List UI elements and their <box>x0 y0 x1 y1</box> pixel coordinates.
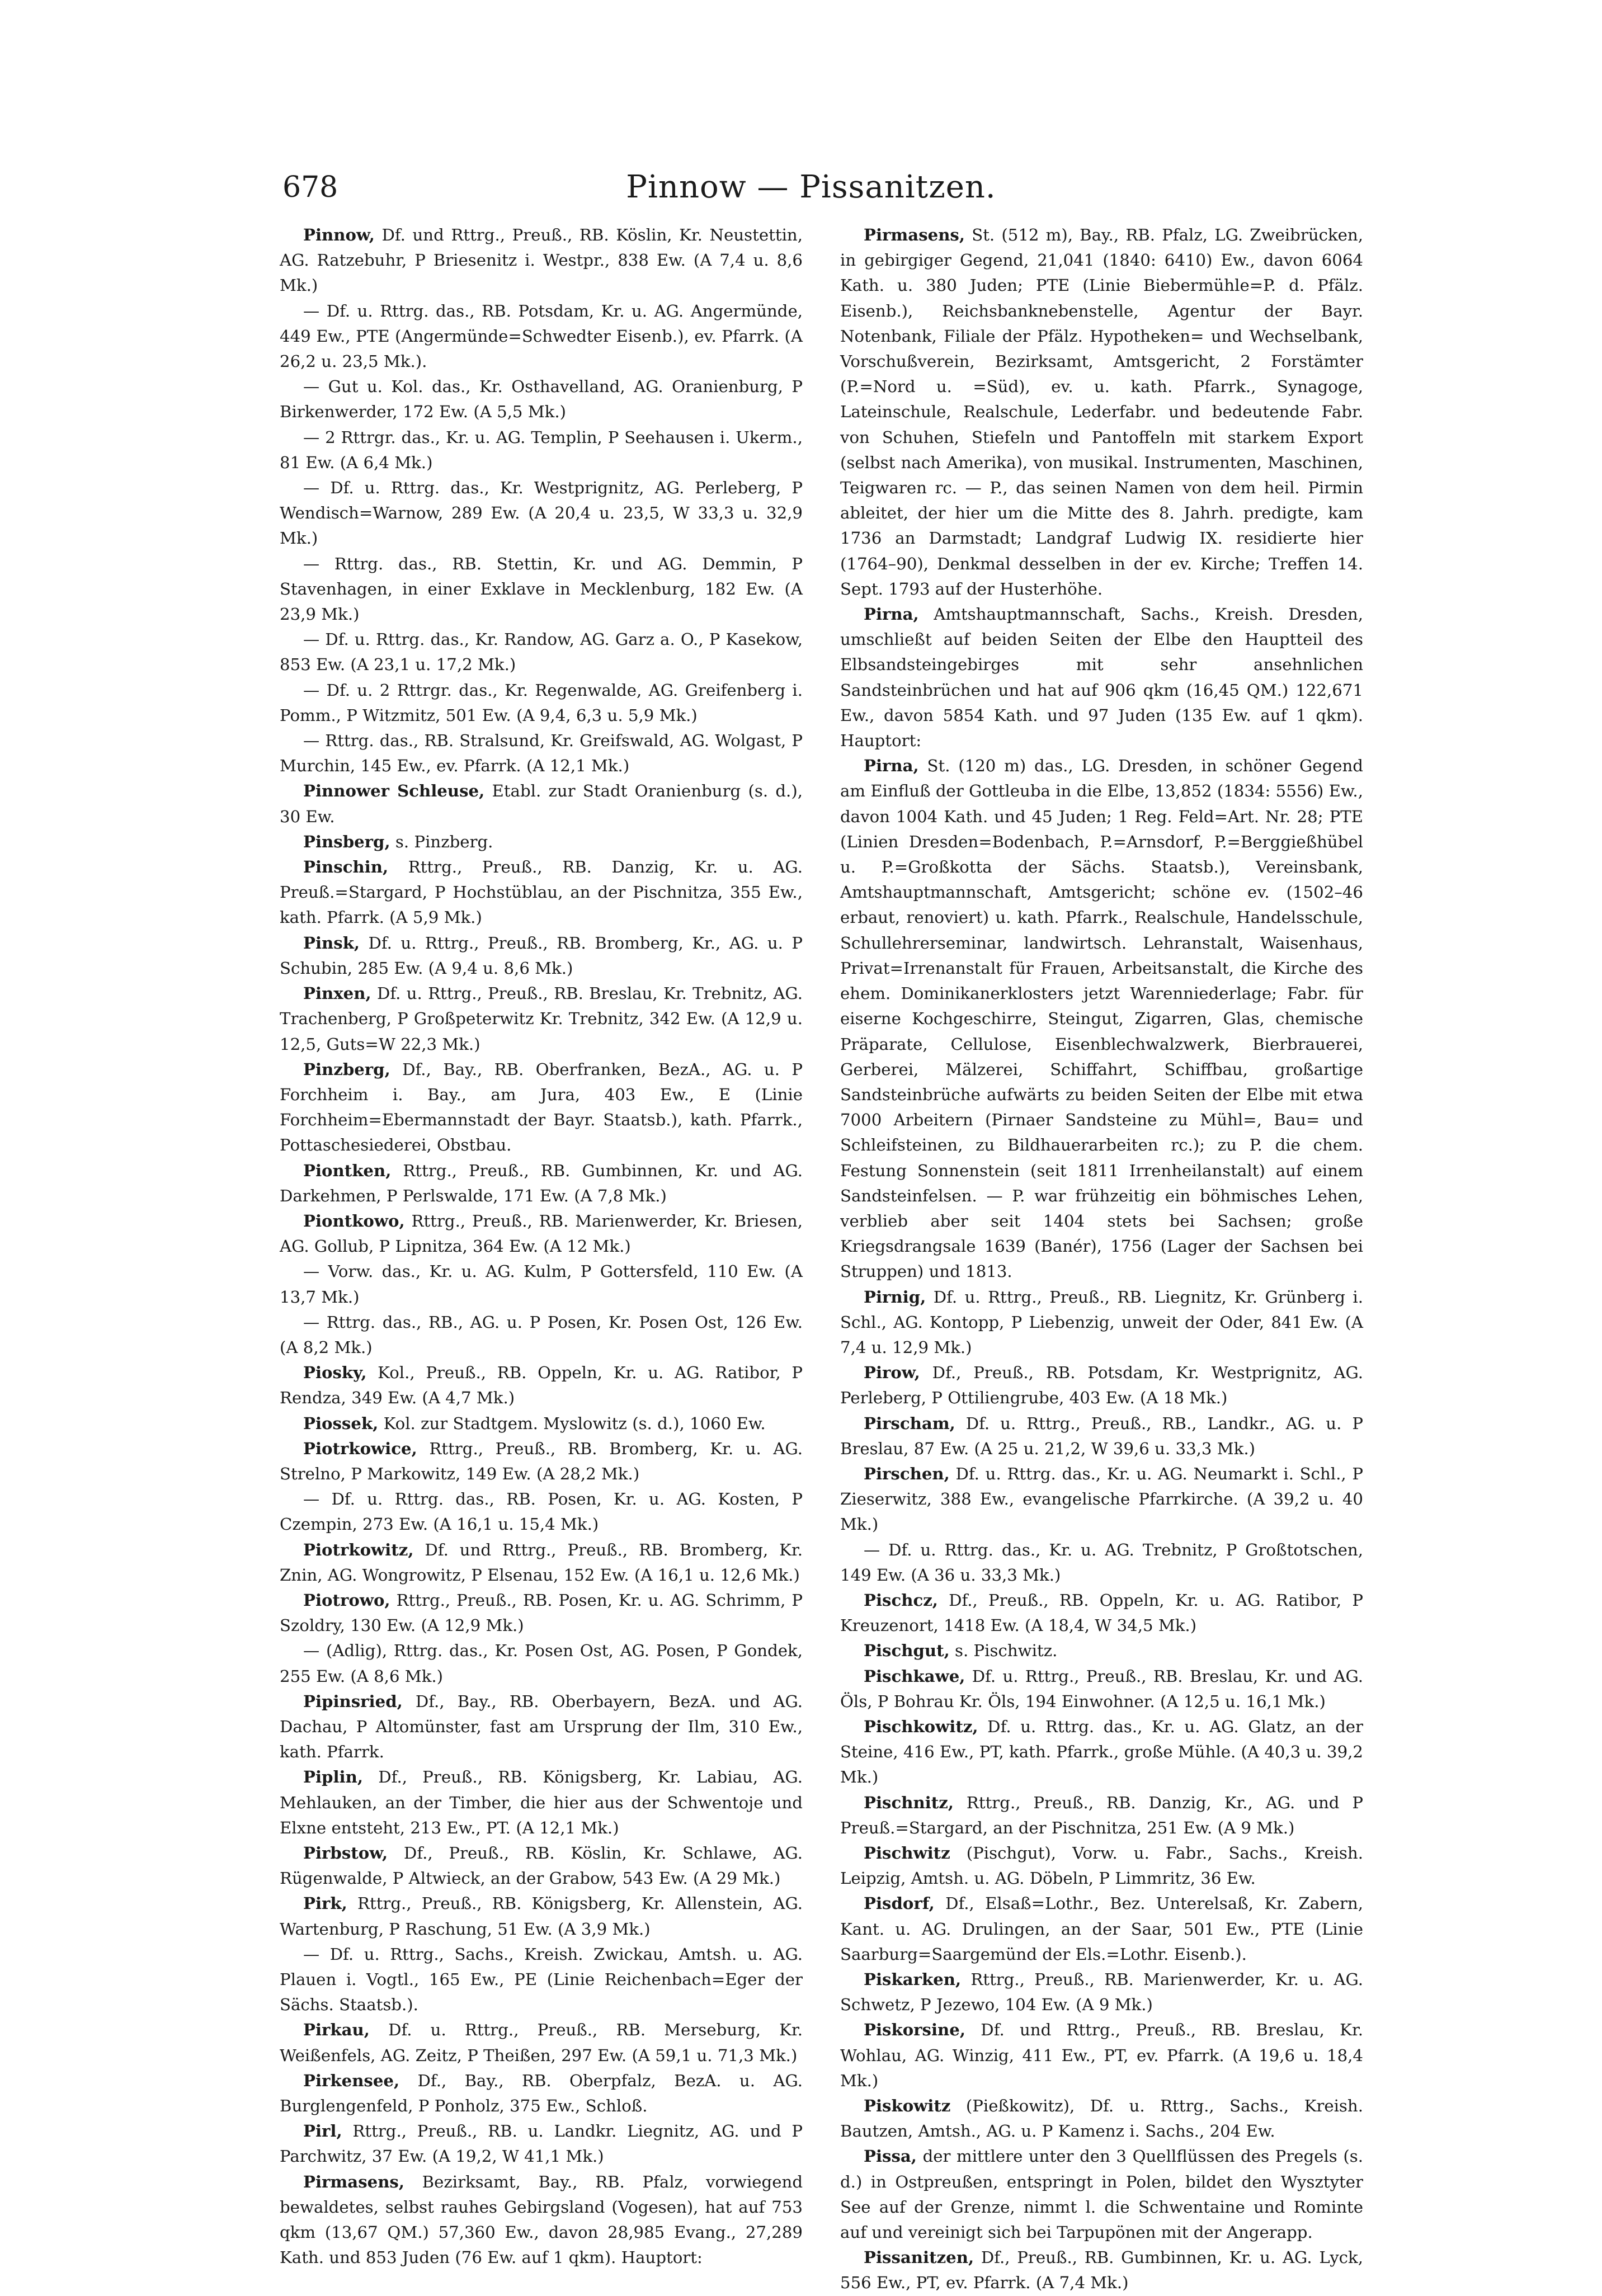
entry-text: — (Adlig), Rttrg. das., Kr. Posen Ost, AG. Posen, P Gondek, 255 Ew. (A 8,6 Mk.) <box>280 1641 803 1686</box>
dictionary-entry <box>840 2017 1363 2094</box>
entry-text: Etabl. zur Stadt Oranienburg (s. d.), 30 Ew. <box>280 781 803 826</box>
entry-text: s. Pinzberg. <box>390 832 493 851</box>
entry-headword: Pinsberg, <box>303 832 390 851</box>
dictionary-subentry <box>280 627 803 677</box>
entry-text: Kol. zur Stadtgem. Myslowitz (s. d.), 1060 Ew. <box>378 1413 766 1433</box>
entry-headword: Pinzberg, <box>303 1059 390 1079</box>
dictionary-entry <box>280 1057 803 1158</box>
dictionary-entry <box>280 1436 803 1487</box>
entry-text: Amtshauptmannschaft, Sachs., Kreish. Dresden, umschließt auf beiden Seiten der Elbe den Hauptteil des Elbsandsteingebirges mit sehr ansehnlichen Sandsteinbrüchen und hat auf 906 qkm (16,45 QM.) 122,671 Ew., davon 5854 Kath. und 97 Juden (135 Ew. auf 1 qkm). Hauptort: <box>840 605 1363 751</box>
entry-text: Df., Preuß., RB. Potsdam, Kr. Westprignitz, AG. Perleberg, P Ottiliengrube, 403 Ew. (A 18 Mk.) <box>840 1363 1363 1408</box>
dictionary-entry <box>840 1411 1363 1461</box>
entry-text: Df. und Rttrg., Preuß., RB. Breslau, Kr. Wohlau, AG. Winzig, 411 Ew., PT, ev. Pfarrk. (A 19,6 u. 18,4 Mk.) <box>840 2020 1363 2090</box>
running-title: Pinnow — Pissanitzen. <box>626 169 996 205</box>
entry-headword: Piotrkowitz, <box>303 1540 414 1559</box>
dictionary-subentry <box>840 1538 1363 1588</box>
entry-text: (Pischgut), Vorw. u. Fabr., Sachs., Kreish. Leipzig, Amtsh. u. AG. Döbeln, P Limmritz, 36 Ew. <box>840 1844 1363 1888</box>
entry-headword: Pirmasens, <box>303 2172 405 2191</box>
dictionary-subentry <box>280 1310 803 1360</box>
entry-text: Df. u. Rttrg., Preuß., RB. Breslau, Kr. und AG. Öls, P Bohrau Kr. Öls, 194 Einwohner. (A 12,5 u. 16,1 Mk.) <box>840 1666 1363 1711</box>
dictionary-entry <box>840 2094 1363 2144</box>
entry-headword: Pirscham, <box>864 1413 955 1433</box>
dictionary-entry <box>280 1891 803 1941</box>
entry-headword: Pischkawe, <box>864 1666 965 1686</box>
dictionary-subentry <box>280 475 803 551</box>
entry-text: Df., Preuß., RB. Oppeln, Kr. u. AG. Ratibor, P Kreuzenort, 1418 Ew. (A 18,4, W 34,5 Mk.) <box>840 1590 1363 1635</box>
entry-text: Df., Bay., RB. Oberfranken, BezA., AG. u. P Forchheim i. Bay., am Jura, 403 Ew., E (Linie Forchheim=Ebermannstadt der Bayr. Staatsb.), kath. Pfarrk., Pottaschesiederei, Obstbau. <box>280 1059 803 1155</box>
dictionary-entry <box>840 1664 1363 1714</box>
entry-headword: Pinnower Schleuse, <box>303 781 485 801</box>
entry-text: Rttrg., Preuß., RB. Bromberg, Kr. u. AG. Strelno, P Markowitz, 149 Ew. (A 28,2 Mk.) <box>280 1439 803 1483</box>
entry-headword: Pischkowitz, <box>864 1717 978 1736</box>
dictionary-entry <box>280 1411 803 1436</box>
dictionary-subentry <box>280 374 803 425</box>
entry-text: Df. und Rttrg., Preuß., RB. Köslin, Kr. Neustettin, AG. Ratzebuhr, P Briesenitz i. Westpr., 838 Ew. (A 7,4 u. 8,6 Mk.) <box>280 225 803 295</box>
dictionary-entry <box>280 1209 803 1259</box>
entry-text: Df., Preuß., RB. Königsberg, Kr. Labiau, AG. Mehlauken, an der Timber, die hier aus der Schwentoje und Elxne entsteht, 213 Ew., PT. (A 12,1 Mk.) <box>280 1767 803 1837</box>
entry-text: s. Pischwitz. <box>949 1641 1058 1661</box>
entry-headword: Pischwitz <box>864 1844 950 1863</box>
entry-text: Df. u. Rttrg. das., Kr. u. AG. Neumarkt i. Schl., P Zieserwitz, 388 Ew., evangelische Pfarrkirche. (A 39,2 u. 40 Mk.) <box>840 1464 1363 1534</box>
entry-text: Df., Preuß., RB. Köslin, Kr. Schlawe, AG. Rügenwalde, P Altwieck, an der Grabow, 543 Ew. (A 29 Mk.) <box>280 1844 803 1888</box>
page-number: 678 <box>282 171 338 204</box>
entry-text: Df. u. Rttrg., Preuß., RB. Bromberg, Kr., AG. u. P Schubin, 285 Ew. (A 9,4 u. 8,6 Mk.) <box>280 933 803 978</box>
entry-text: — Df. u. Rttrg. das., Kr. Westprignitz, AG. Perleberg, P Wendisch=Warnow, 289 Ew. (A 20,4 u. 23,5, W 33,3 u. 32,9 Mk.) <box>280 478 803 548</box>
entry-headword: Piotrkowice, <box>303 1439 417 1458</box>
entry-text: — Vorw. das., Kr. u. AG. Kulm, P Gottersfeld, 110 Ew. (A 13,7 Mk.) <box>280 1262 803 1307</box>
dictionary-entry <box>280 2119 803 2169</box>
entry-headword: Pinxen, <box>303 984 371 1003</box>
entry-headword: Piskorsine, <box>864 2020 966 2040</box>
entry-text: Df. u. Rttrg. das., Kr. u. AG. Glatz, an der Steine, 416 Ew., PT, kath. Pfarrk., große Mühle. (A 40,3 u. 39,2 Mk.) <box>840 1717 1363 1787</box>
entry-headword: Piossek, <box>303 1413 379 1433</box>
entry-headword: Piskarken, <box>864 1970 962 1989</box>
entry-headword: Pirl, <box>303 2121 342 2141</box>
left-column <box>280 223 803 2267</box>
entry-headword: Pirmasens, <box>864 225 965 244</box>
dictionary-entry <box>280 2068 803 2119</box>
entry-headword: Piontken, <box>303 1161 392 1180</box>
entry-text: — Df. u. Rttrg. das., Kr. u. AG. Trebnitz, P Großtotschen, 149 Ew. (A 36 u. 33,3 Mk.) <box>840 1540 1363 1585</box>
entry-text: Df. u. Rttrg., Preuß., RB., Landkr., AG. u. P Breslau, 87 Ew. (A 25 u. 21,2, W 39,6 u. 33,3 Mk.) <box>840 1413 1363 1458</box>
dictionary-subentry <box>280 678 803 728</box>
entry-headword: Pischnitz, <box>864 1793 954 1812</box>
entry-headword: Pischcz, <box>864 1590 938 1610</box>
entry-headword: Pisdorf, <box>864 1894 935 1913</box>
dictionary-entry <box>280 829 803 855</box>
dictionary-entry <box>280 1588 803 1638</box>
dictionary-entry <box>840 1790 1363 1841</box>
entry-headword: Piplin, <box>303 1767 364 1787</box>
dictionary-subentry <box>280 1638 803 1689</box>
entry-text: — Df. u. Rttrg. das., RB. Posen, Kr. u. AG. Kosten, P Czempin, 273 Ew. (A 16,1 u. 15,4 Mk.) <box>280 1489 803 1534</box>
entry-headword: Pissa, <box>864 2147 917 2166</box>
entry-text: Df., Preuß., RB. Gumbinnen, Kr. u. AG. Lyck, 556 Ew., PT, ev. Pfarrk. (A 7,4 Mk.) <box>840 2248 1363 2293</box>
entry-text: — 2 Rttrgr. das., Kr. u. AG. Templin, P Seehausen i. Ukerm., 81 Ew. (A 6,4 Mk.) <box>280 427 803 472</box>
dictionary-entry <box>280 2170 803 2271</box>
dictionary-entry <box>840 1588 1363 1638</box>
entry-text: Rttrg., Preuß., RB. Marienwerder, Kr. u. AG. Schwetz, P Jezewo, 104 Ew. (A 9 Mk.) <box>840 1970 1363 2015</box>
dictionary-entry <box>840 2144 1363 2245</box>
entry-headword: Pinschin, <box>303 857 389 877</box>
dictionary-entry <box>840 1285 1363 1361</box>
dictionary-entry <box>280 855 803 931</box>
dictionary-entry <box>840 223 1363 602</box>
dictionary-subentry <box>280 728 803 779</box>
entry-text: — Rttrg. das., RB. Stralsund, Kr. Greifswald, AG. Wolgast, P Murchin, 145 Ew., ev. Pfarrk. (A 12,1 Mk.) <box>280 731 803 776</box>
entry-text: Df. u. Rttrg., Preuß., RB. Merseburg, Kr. Weißenfels, AG. Zeitz, P Theißen, 297 Ew. (A 59,1 u. 71,3 Mk.) <box>280 2020 803 2065</box>
entry-text: Rttrg., Preuß., RB. Marienwerder, Kr. Briesen, AG. Gollub, P Lipnitza, 364 Ew. (A 12 Mk.) <box>280 1211 803 1256</box>
dictionary-entry <box>840 1461 1363 1538</box>
entry-text: Rttrg., Preuß., RB. Gumbinnen, Kr. und AG. Darkehmen, P Perlswalde, 171 Ew. (A 7,8 Mk.) <box>280 1161 803 1205</box>
entry-text: (Pießkowitz), Df. u. Rttrg., Sachs., Kreish. Bautzen, Amtsh., AG. u. P Kamenz i. Sachs., 204 Ew. <box>840 2096 1363 2141</box>
entry-headword: Pinsk, <box>303 933 360 953</box>
entry-text: — Df. u. Rttrg. das., Kr. Randow, AG. Garz a. O., P Kasekow, 853 Ew. (A 23,1 u. 17,2 Mk.) <box>280 630 803 675</box>
entry-text: — Df. u. Rttrg. das., RB. Potsdam, Kr. u. AG. Angermünde, 449 Ew., PTE (Angermünde=Schwedter Eisenb.), ev. Pfarrk. (A 26,2 u. 23,5 Mk.). <box>280 301 803 371</box>
dictionary-entry <box>280 1158 803 1209</box>
entry-text: Df. u. Rttrg., Preuß., RB. Breslau, Kr. Trebnitz, AG. Trachenberg, P Großpeterwitz Kr. Trebnitz, 342 Ew. (A 12,9 u. 12,5, Guts=W 22,3 Mk.) <box>280 984 803 1054</box>
entry-text: der mittlere unter den 3 Quellflüssen des Pregels (s. d.) in Ostpreußen, entspringt in Polen, bildet den Wysztyter See auf der Grenze, nimmt l. die Schwentaine und Rominte auf und vereinigt sich bei Tarpupönen mit der Angerapp. <box>840 2147 1363 2242</box>
dictionary-subentry <box>280 299 803 375</box>
dictionary-entry <box>280 223 803 299</box>
dictionary-entry <box>840 602 1363 753</box>
entry-headword: Piosky, <box>303 1363 367 1383</box>
dictionary-subentry <box>280 425 803 475</box>
entry-text: Df., Bay., RB. Oberbayern, BezA. und AG. Dachau, P Altomünster, fast am Ursprung der Ilm, 310 Ew., kath. Pfarrk. <box>280 1691 803 1762</box>
entry-headword: Pirna, <box>864 605 919 624</box>
dictionary-entry <box>840 1360 1363 1411</box>
dictionary-subentry <box>280 1487 803 1537</box>
entry-text: St. (512 m), Bay., RB. Pfalz, LG. Zweibrücken, in gebirgiger Gegend, 21,041 (1840: 6410) Ew., davon 6064 Kath. u. 380 Juden; PTE (Linie Biebermühle=P. d. Pfälz. Eisenb.), Reichsbanknebenstelle, Agentur der Bayr. Notenbank, Filiale der Pfälz. Hypotheken= und Wechselbank, Vorschußverein, Bezirksamt, Amtsgericht, 2 Forstämter (P.=Nord u. =Süd), ev. u. kath. Pfarrk., Synagoge, Lateinschule, Realschule, Lederfabr. und bedeutende Fabr. von Schuhen, Stiefeln und Pantoffeln mit starkem Export (selbst nach Amerika), von musikal. Instrumenten, Maschinen, Teigwaren rc. — P., das seinen Namen von dem heil. Pirmin ableitet, der hier um die Mitte des 8. Jahrh. predigte, kam 1736 an Darmstadt; Landgraf Ludwig IX. residierte hier (1764–90), Denkmal desselben in der ev. Kirche; Treffen 14. Sept. 1793 auf der Husterhöhe. <box>840 225 1363 598</box>
entry-headword: Pirbstow, <box>303 1844 388 1863</box>
dictionary-entry <box>280 1841 803 1891</box>
dictionary-entry <box>280 1765 803 1841</box>
entry-text: Rttrg., Preuß., RB. u. Landkr. Liegnitz, AG. und P Parchwitz, 37 Ew. (A 19,2, W 41,1 Mk.) <box>280 2121 803 2166</box>
page-header <box>282 168 1340 207</box>
entry-headword: Pirnig, <box>864 1287 926 1307</box>
dictionary-entry <box>840 1967 1363 2017</box>
dictionary-entry <box>280 1360 803 1411</box>
right-column <box>840 223 1363 2293</box>
entry-headword: Piskowitz <box>864 2096 951 2116</box>
entry-text: Rttrg., Preuß., RB. Danzig, Kr. u. AG. Preuß.=Stargard, P Hochstüblau, an der Pischnitza, 355 Ew., kath. Pfarrk. (A 5,9 Mk.) <box>280 857 803 927</box>
dictionary-entry <box>840 753 1363 1284</box>
entry-headword: Pissanitzen, <box>864 2248 974 2267</box>
dictionary-entry <box>280 2017 803 2068</box>
dictionary-entry <box>280 1689 803 1765</box>
dictionary-entry <box>840 1714 1363 1790</box>
dictionary-entry <box>280 981 803 1057</box>
entry-text: Df., Bay., RB. Oberpfalz, BezA. u. AG. Burglengenfeld, P Ponholz, 375 Ew., Schloß. <box>280 2071 803 2116</box>
entry-headword: Pinnow, <box>303 225 375 244</box>
entry-headword: Pischgut, <box>864 1641 950 1661</box>
entry-headword: Pirna, <box>864 756 919 776</box>
entry-text: — Gut u. Kol. das., Kr. Osthavelland, AG. Oranienburg, P Birkenwerder, 172 Ew. (A 5,5 Mk.) <box>280 377 803 422</box>
dictionary-subentry <box>280 1259 803 1309</box>
entry-text: St. (120 m) das., LG. Dresden, in schöner Gegend am Einfluß der Gottleuba in die Elbe, 13,852 (1834: 5556) Ew., davon 1004 Kath. und 45 Juden; 1 Reg. Feld=Art. Nr. 28; PTE (Linien Dresden=Bodenbach, P.=Arnsdorf, P.=Berggießhübel u. P.=Großkotta der Sächs. Staatsb.), Vereinsbank, Amtshauptmannschaft, Amtsgericht; schöne ev. (1502–46 erbaut, renoviert) u. kath. Pfarrk., Realschule, Handelsschule, Schullehrerseminar, landwirtsch. Lehranstalt, Waisenhaus, Privat=Irrenanstalt für Frauen, Arbeitsanstalt, die Kirche des ehem. Dominikanerklosters jetzt Warenniederlage; Fabr. für eiserne Kochgeschirre, Steingut, Zigarren, Glas, chemische Präparate, Cellulose, Eisenblechwalzwerk, Bierbrauerei, Gerberei, Mälzerei, Schiffahrt, Schiffbau, großartige Sandsteinbrüche aufwärts zu beiden Seiten der Elbe mit etwa 7000 Arbeitern (Pirnaer Sandsteine zu Mühl=, Bau= und Schleifsteinen, zu Bildhauerarbeiten rc.); zu P. die chem. Festung Sonnenstein (seit 1811 Irrenheilanstalt) auf einem Sandsteinfelsen. — P. war frühzeitig ein böhmisches Lehen, verblieb aber seit 1404 stets bei Sachsen; große Kriegsdrangsale 1639 (Banér), 1756 (Lager der Sachsen bei Struppen) und 1813. <box>840 756 1363 1281</box>
entry-text: — Rttrg. das., RB. Stettin, Kr. und AG. Demmin, P Stavenhagen, in einer Exklave in Mecklenburg, 182 Ew. (A 23,9 Mk.) <box>280 554 803 624</box>
entry-text: Df., Elsaß=Lothr., Bez. Unterelsaß, Kr. Zabern, Kant. u. AG. Drulingen, an der Saar, 501 Ew., PTE (Linie Saarburg=Saargemünd der Els.=Lothr. Eisenb.). <box>840 1894 1363 1964</box>
entry-headword: Pirkau, <box>303 2020 370 2040</box>
entry-text: Rttrg., Preuß., RB. Danzig, Kr., AG. und P Preuß.=Stargard, an der Pischnitza, 251 Ew. (A 9 Mk.) <box>840 1793 1363 1837</box>
entry-text: Df. und Rttrg., Preuß., RB. Bromberg, Kr. Znin, AG. Wongrowitz, P Elsenau, 152 Ew. (A 16,1 u. 12,6 Mk.) <box>280 1540 803 1585</box>
dictionary-subentry <box>280 1942 803 2018</box>
entry-text: Rttrg., Preuß., RB. Posen, Kr. u. AG. Schrimm, P Szoldry, 130 Ew. (A 12,9 Mk.) <box>280 1590 803 1635</box>
entry-headword: Pipinsried, <box>303 1691 403 1711</box>
entry-text: — Df. u. 2 Rttrgr. das., Kr. Regenwalde, AG. Greifenberg i. Pomm., P Witzmitz, 501 Ew. (A 9,4, 6,3 u. 5,9 Mk.) <box>280 680 803 725</box>
dictionary-entry <box>840 1891 1363 1967</box>
dictionary-entry <box>840 1841 1363 1891</box>
entry-headword: Pirschen, <box>864 1464 950 1483</box>
dictionary-entry <box>280 779 803 829</box>
entry-text: — Rttrg. das., RB., AG. u. P Posen, Kr. Posen Ost, 126 Ew. (A 8,2 Mk.) <box>280 1312 803 1357</box>
entry-text: — Df. u. Rttrg., Sachs., Kreish. Zwickau, Amtsh. u. AG. Plauen i. Vogtl., 165 Ew., PE (Linie Reichenbach=Eger der Sächs. Staatsb.). <box>280 1944 803 2015</box>
dictionary-entry <box>280 931 803 981</box>
entry-headword: Pirk, <box>303 1894 347 1913</box>
entry-headword: Pirow, <box>864 1363 920 1383</box>
entry-headword: Pirkensee, <box>303 2071 400 2090</box>
dictionary-entry <box>840 2245 1363 2295</box>
dictionary-entry <box>840 1638 1363 1663</box>
dictionary-subentry <box>280 551 803 628</box>
entry-text: Bezirksamt, Bay., RB. Pfalz, vorwiegend bewaldetes, selbst rauhes Gebirgsland (Vogesen), hat auf 753 qkm (13,67 QM.) 57,360 Ew., davon 28,985 Evang., 27,289 Kath. und 853 Juden (76 Ew. auf 1 qkm). Hauptort: <box>280 2172 803 2267</box>
entry-headword: Piontkowo, <box>303 1211 405 1230</box>
entry-text: Kol., Preuß., RB. Oppeln, Kr. u. AG. Ratibor, P Rendza, 349 Ew. (A 4,7 Mk.) <box>280 1363 803 1408</box>
entry-headword: Piotrowo, <box>303 1590 390 1610</box>
dictionary-entry <box>280 1538 803 1588</box>
entry-text: Df. u. Rttrg., Preuß., RB. Liegnitz, Kr. Grünberg i. Schl., AG. Kontopp, P Liebenzig, unweit der Oder, 841 Ew. (A 7,4 u. 12,9 Mk.) <box>840 1287 1363 1357</box>
entry-text: Rttrg., Preuß., RB. Königsberg, Kr. Allenstein, AG. Wartenburg, P Raschung, 51 Ew. (A 3,9 Mk.) <box>280 1894 803 1939</box>
